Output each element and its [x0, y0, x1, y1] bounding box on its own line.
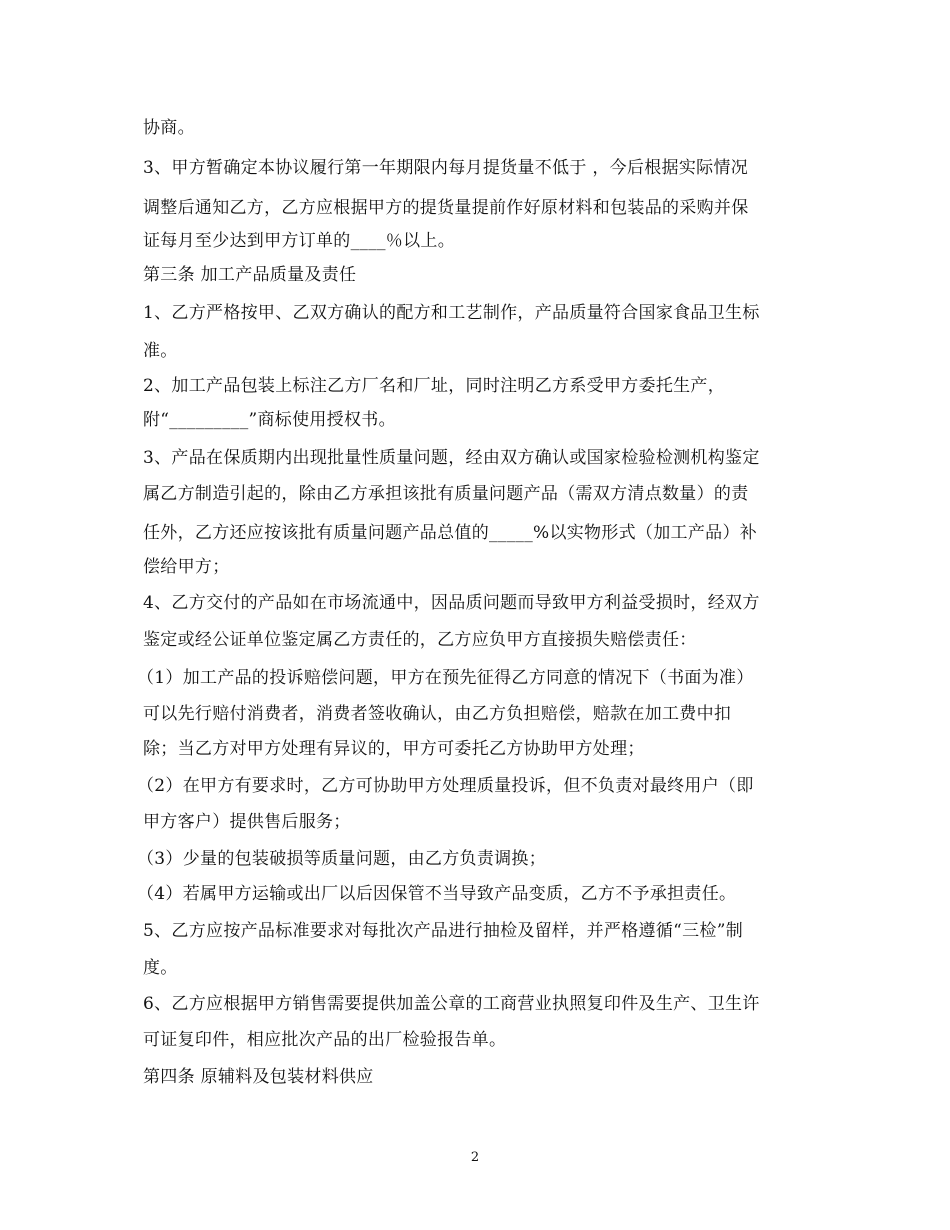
text-line: 任外，乙方还应按该批有质量问题产品总值的_____%以实物形式（加工产品）补	[143, 523, 758, 543]
text-line: 1、乙方严格按甲、乙双方确认的配方和工艺制作，产品质量符合国家食品卫生标	[143, 303, 760, 323]
text-line: 可证复印件，相应批次产品的出厂检验报告单。	[143, 1030, 507, 1050]
page-number: 2	[470, 1150, 480, 1165]
text-line: 可以先行赔付消费者，消费者签收确认，由乙方负担赔偿，赔款在加工费中扣	[143, 704, 732, 724]
text-line: 协商。	[143, 118, 195, 138]
text-line: （2）在甲方有要求时，乙方可协助甲方处理质量投诉，但不负责对最终用户（即	[137, 776, 754, 796]
text-line: 准。	[143, 341, 178, 361]
text-line: 偿给甲方；	[143, 557, 230, 577]
section-heading: 第三条 加工产品质量及责任	[143, 265, 357, 285]
text-line: （4）若属甲方运输或出厂以后因保管不当导致产品变质，乙方不予承担责任。	[137, 884, 737, 904]
text-line: 2、加工产品包装上标注乙方厂名和厂址，同时注明乙方系受甲方委托生产，	[143, 376, 726, 396]
text-line: 3、产品在保质期内出现批量性质量问题，经由双方确认或国家检验检测机构鉴定	[143, 448, 760, 468]
text-line: 度。	[143, 958, 178, 978]
text-line: 调整后通知乙方，乙方应根据甲方的提货量提前作好原材料和包装品的采购并保	[143, 198, 749, 218]
text-line: 鉴定或经公证单位鉴定属乙方责任的，乙方应负甲方直接损失赔偿责任：	[143, 630, 697, 650]
text-line: 除；当乙方对甲方处理有异议的，甲方可委托乙方协助甲方处理；	[143, 739, 645, 759]
text-line: 附“_________”商标使用授权书。	[143, 410, 396, 430]
text-line: 6、乙方应根据甲方销售需要提供加盖公章的工商营业执照复印件及生产、卫生许	[143, 994, 760, 1014]
text-line: 5、乙方应按产品标准要求对每批次产品进行抽检及留样，并严格遵循“三检”制	[143, 921, 743, 941]
section-heading: 第四条 原辅料及包装材料供应	[143, 1067, 374, 1087]
text-line: 证每月至少达到甲方订单的____％以上。	[143, 231, 455, 251]
text-line: 属乙方制造引起的，除由乙方承担该批有质量问题产品（需双方清点数量）的责	[143, 484, 749, 504]
text-line: 3、甲方暂确定本协议履行第一年期限内每月提货量不低于 ，今后根据实际情况	[143, 158, 749, 178]
text-line: 4、乙方交付的产品如在市场流通中，因品质问题而导致甲方利益受损时，经双方	[143, 593, 760, 613]
text-line: （3）少量的包装破损等质量问题，由乙方负责调换；	[137, 849, 547, 869]
text-line: 甲方客户）提供售后服务；	[143, 812, 351, 832]
text-line: （1）加工产品的投诉赔偿问题，甲方在预先征得乙方同意的情况下（书面为准）	[137, 668, 754, 688]
